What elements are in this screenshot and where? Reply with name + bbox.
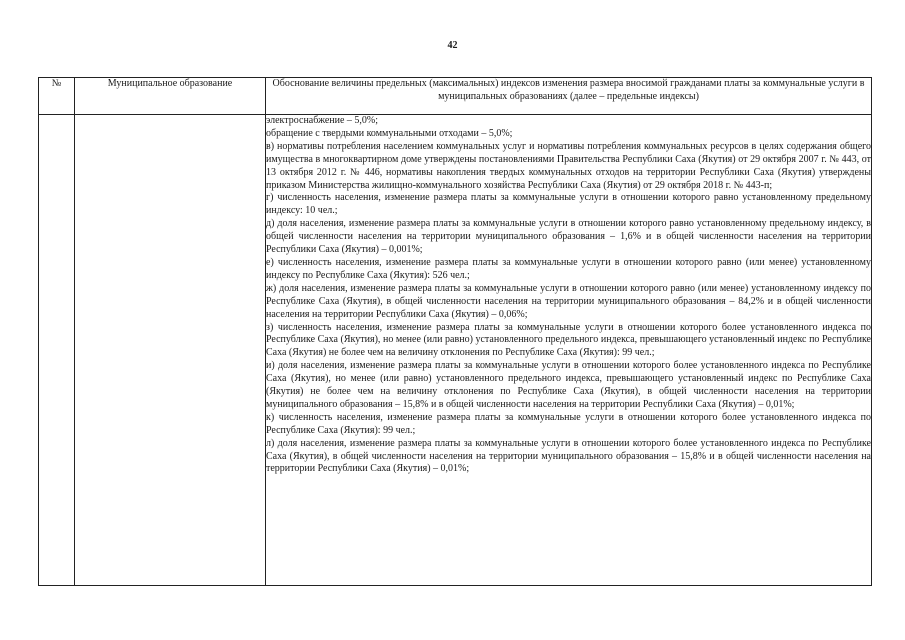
column-header-municipality: Муниципальное образование bbox=[75, 78, 266, 115]
page-number: 42 bbox=[447, 40, 458, 51]
table-row bbox=[39, 115, 872, 586]
municipality-cell bbox=[75, 115, 266, 586]
table-header-row bbox=[39, 78, 872, 115]
paragraph: г) численность населения, изменение размера платы за коммунальные услуги в отношении которого равно установленному предельному индексу: 10 чел.; bbox=[266, 192, 871, 217]
number-cell bbox=[39, 115, 75, 586]
indices-table bbox=[38, 77, 872, 586]
basis-cell bbox=[266, 115, 872, 586]
column-header-basis: Обоснование величины предельных (максимальных) индексов изменения размера вносимой гражданами платы за коммунальные услуги в муниципальных образованиях (далее – предельные индексы) bbox=[266, 78, 872, 115]
paragraph: д) доля населения, изменение размера платы за коммунальные услуги в отношении которого равно установленному предельному индексу, в общей численности населения на территории муниципального образования – 1,6% и в общей численности населения на территории Республики Саха (Якутия) – 0,001%; bbox=[266, 218, 871, 256]
paragraph: к) численность населения, изменение размера платы за коммунальные услуги в отношении которого более установленного индекса по Республике Саха (Якутия): 99 чел.; bbox=[266, 411, 871, 436]
paragraph: л) доля населения, изменение размера платы за коммунальные услуги в отношении которого более установленного индекса по Республике Саха (Якутия), в общей численности населения на территории муниципального образования – 15,8% и в общей численности населения на территории Республики Саха (Якутия) – 0,01%; bbox=[266, 437, 871, 475]
paragraph: и) доля населения, изменение размера платы за коммунальные услуги в отношении которого более установленного индекса по Республике Саха (Якутия), но менее (или равно) установленного предельного индекса, превышающего установленный индекс по Республике Саха (Якутия) не более чем на величину отклонения по Республике Саха (Якутия), в общей численности населения на территории муниципального образования – 15,8% и в общей численности населения на территории Республики Саха (Якутия) – 0,01%; bbox=[266, 360, 871, 410]
paragraph: электроснабжение – 5,0%; bbox=[266, 115, 379, 126]
paragraph: в) нормативы потребления населением коммунальных услуг и нормативы потребления коммунальных ресурсов в целях содержания общего имущества в многоквартирном доме утверждены постановлениями Правительства Республики Саха (Якутия) от 29 октября 2007 г. № 443, от 13 октября 2012 г. № 446, нормативы накопления твердых коммунальных отходов на территории Республики Саха (Якутия) утверждены приказом Министерства жилищно-коммунального хозяйства Республики Саха (Якутия) от 29 октября 2018 г. № 443-п; bbox=[266, 140, 871, 191]
column-header-number: № bbox=[39, 78, 75, 115]
paragraph: з) численность населения, изменение размера платы за коммунальные услуги в отношении которого более установленного индекса по Республике Саха (Якутия), но менее (или равно) установленного предельного индекса, превышающего установленный индекс по Республике Саха (Якутия) не более чем на величину отклонения по Республике Саха (Якутия): 99 чел.; bbox=[266, 321, 871, 359]
paragraph: обращение с твердыми коммунальными отходами – 5,0%; bbox=[266, 127, 513, 139]
paragraph: е) численность населения, изменение размера платы за коммунальные услуги в отношении которого равно (или менее) установленному индексу по Республике Саха (Якутия): 526 чел.; bbox=[266, 256, 871, 281]
paragraph: ж) доля населения, изменение размера платы за коммунальные услуги в отношении которого равно (или менее) установленному индексу по Республике Саха (Якутия), в общей численности населения на территории муниципального образования – 84,2% и в общей численности населения на территории Республики Саха (Якутия) – 0,06%; bbox=[266, 282, 871, 320]
